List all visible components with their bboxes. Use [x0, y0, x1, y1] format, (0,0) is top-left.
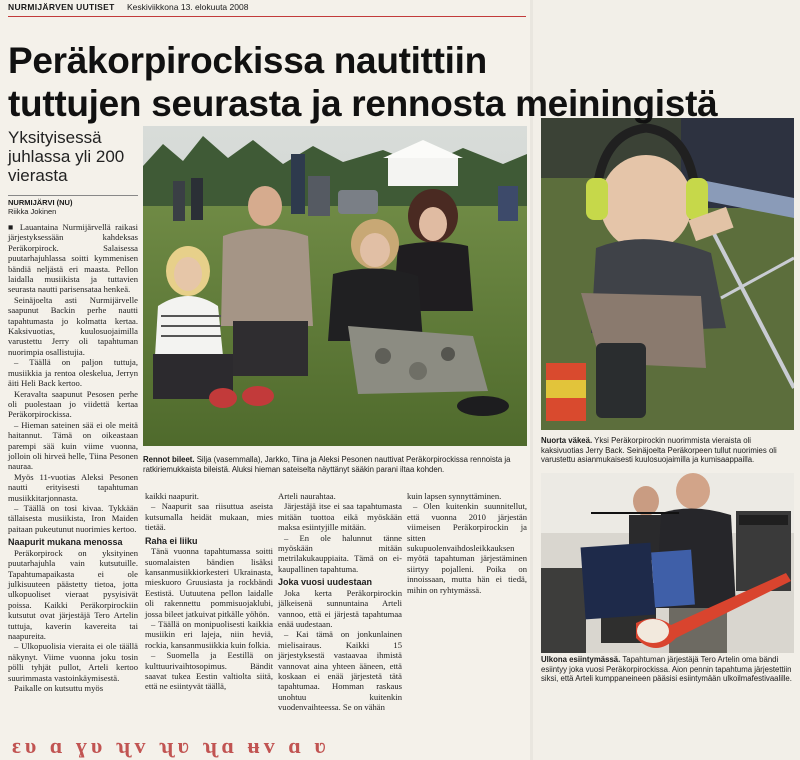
caption-main-lead: Rennot bileet.: [143, 455, 195, 464]
paragraph: – Suomella ja Eestillä on kulttuurivaihtosopimus. Bändit saavat tukea Eestin valtiolta siitä, että ne esiintyvät täällä,: [145, 650, 273, 692]
paragraph: kuin lapsen synnyttäminen.: [407, 491, 502, 501]
paragraph: – En ole halunnut tänne myöskään mitään metrilakukauppiaita. Tämä on ei-kaupallinen tapahtuma.: [278, 532, 402, 574]
masthead: [8, 2, 526, 17]
paragraph: Järjestäjä itse ei saa tapahtumasta mitään tuottoa eikä myöskään maksa esiintyjille mitään.: [278, 501, 402, 533]
subheading-raha: Raha ei liiku: [145, 535, 198, 546]
paragraph: ■ Lauantaina Nurmijärvellä raikasi järjestyksessään kahdeksas Peräkorpirock. Salaisessa puutarhajuhlassa soitti kymmenisen bändiä neljästä eri maasta. Pellon laidalla musiikista ja tuttavien seurasta nautti parisensataa henkeä.: [8, 222, 138, 295]
paragraph: – Täällä on monipuolisesti kaikkia musiikin eri lajeja, niin heviä, rockia, kansanmusiikkia kuin folkia.: [145, 618, 273, 650]
paragraph: – Olen kuitenkin suunnitellut, että vuonna 2010 järjestän viimeisen Peräkorpirockin ja sitten sukupuolenvaihdosleikkauksen myötä tapahtuman järjestäminen siirtyy pojalleni. Poika on innoissaan, mutta hän ei tiedä, mihin on ryhtymässä.: [407, 501, 527, 595]
masthead-brand: NURMIJÄRVEN UUTISET: [8, 2, 115, 12]
paragraph: Peräkorpirock on yksityinen puutarhajuhla vain kutsutuille. Tapahtumapaikasta ei ole julkisuuteen päästetty tietoa, jotta ulkopuoliset vieraat pysyisivät poissa. Kaikki Peräkorpirockiin kutsutut ovat järjestäjä Tero Artelin tuttuja, kaverin kavereita tai naapureita.: [8, 547, 138, 641]
paragraph: Joka kerta Peräkorpirockin jälkeisenä sunnuntaina Arteli vannoo, että ei järjestä tapahtumaa enää uudestaan.: [278, 587, 402, 629]
headline: [8, 40, 717, 124]
byline: [8, 195, 138, 216]
subheading-joka-vuosi: Joka vuosi uudestaan: [278, 577, 373, 588]
caption-main-text: Silja (vasemmalla), Jarkko, Tiina ja Aleksi Pesonen nauttivat Peräkorpirockissa rennoista ja ratkiriemukkaista bileistä. Aluksi hieman sateiselta näyttänyt sääkin parani iltaa kohden.: [143, 455, 511, 474]
photo-band-illustration: [541, 473, 794, 653]
paragraph: – Täällä on paljon tuttuja, musiikkia ja rentoa oleskelua, Jerryn äiti Heli Back kertoo.: [8, 357, 138, 389]
paragraph: Tänä vuonna tapahtumassa soitti suomalaisten bändien lisäksi kansanmusiikkiorkesteri Ukrainasta, mieskuoro Gruusiasta ja rockbändi Eestistä. Uutuutena pellon laidalle oli rakennettu pommisuojaklubi, jossa bileet jatkuivat pitkälle yöhön.: [145, 546, 273, 619]
paragraph: – Kai tämä on jonkunlainen mielisairaus. Kaikki 15 järjestyksestä vastaavaa ihmistä vannovat aina yhteen ääneen, että koskaan ei enää järjestetä tätä tapahtumaa. Homman raskaus unohtuu kuitenkin vuodenvaihteessa. Se on vähän: [278, 629, 402, 713]
caption-main-photo: [143, 455, 528, 474]
paragraph: Keravalta saapunut Pesosen perhe oli puolestaan jo viidettä kertaa Peräkorpirockissa.: [8, 388, 138, 420]
caption-band-photo: [541, 655, 794, 684]
article-column-3: [278, 491, 402, 713]
paragraph: Myös 11-vuotias Aleksi Pesonen nautti erityisesti tapahtuman musiikkitarjonnasta.: [8, 471, 138, 503]
paragraph: Arteli naurahtaa.: [278, 491, 336, 501]
photo-child-with-earmuffs: [541, 118, 794, 430]
article-column-4: [407, 491, 527, 595]
subheading-naapurit: Naapurit mukana menossa: [8, 537, 123, 548]
caption-child-photo: [541, 436, 794, 465]
photo-family-on-grass: [143, 126, 527, 446]
article-column-2: [145, 491, 273, 692]
byline-place: NURMIJÄRVI (NU): [8, 198, 73, 207]
caption-child-lead: Nuorta väkeä.: [541, 436, 593, 445]
caption-band-lead: Ulkona esiintymässä.: [541, 655, 621, 664]
paragraph: Seinäjoelta asti Nurmijärvelle saapunut Backin perhe nautti tapahtumasta jo kolmatta kertaa. Kaksivuotias, kuulosuojaimilla varustettu Jerry oli tapahtuman nuorimpia osallistujia.: [8, 294, 138, 357]
masthead-date: Keskiviikkona 13. elokuuta 2008: [126, 2, 249, 12]
paragraph: kaikki naapurit.: [145, 491, 199, 501]
paragraph: – Hieman sateinen sää ei ole meitä haitannut. Tämä on oikeastaan parempi sää kuin viime vuonna, jolloin oli hirveä helle, Tiina Pesonen nauraa.: [8, 419, 138, 472]
paragraph: Paikalle on kutsuttu myös: [14, 682, 104, 693]
paragraph: – Täällä on tosi kivaa. Tykkään tällaisesta musiikista, Iron Maiden paitaan pukeutunut nuorimies kertoo.: [8, 502, 138, 534]
photo-band-on-stage: [541, 473, 794, 653]
deck-subtitle: Yksityisessä juhlassa yli 200 vierasta: [8, 128, 125, 185]
paragraph: – Naapurit saa riisuttua aseista kutsumalla heidät mukaan, mies tietää.: [145, 501, 273, 533]
paragraph: – Ulkopuolisia vieraita ei ole täällä näkynyt. Viime vuonna joku tosin pölli tyhjät pullot, Arteli kertoo suurimmasta vastoinkäymisestä.: [8, 641, 138, 683]
caption-band-text: Tapahtuman järjestäjä Tero Artelin oma bändi esiintyy joka vuosi Peräkorpirockissa. Aion pennin tapahtuma järjestettiin siksi, että Arteli kumppaneineen pääsisi esiintymään ulkoilmafestivaalille.: [541, 655, 792, 684]
photo-family-illustration: [143, 126, 527, 446]
headline-line-1: Peräkorpirockissa nautittiin: [8, 40, 487, 81]
caption-child-text: Yksi Peräkorpirockin nuorimmista vieraista oli kaksivuotias Jerry Back. Seinäjoelta Peräkorpeen tullut nuorimies oli varustettu asianmukaisesti kuulosuojaimilla ja kumisaappailla.: [541, 436, 777, 465]
cut-off-headline-strip: ԑυ ɑ ɣυ ʯv ʯʋ ʯɑ ʉv ɑ ʋ: [12, 733, 330, 758]
headline-line-2: tuttujen seurasta ja rennosta meiningistä: [8, 83, 718, 124]
photo-child-illustration: [541, 118, 794, 430]
article-column-1: [8, 222, 138, 693]
byline-author: Riikka Jokinen: [8, 207, 57, 216]
